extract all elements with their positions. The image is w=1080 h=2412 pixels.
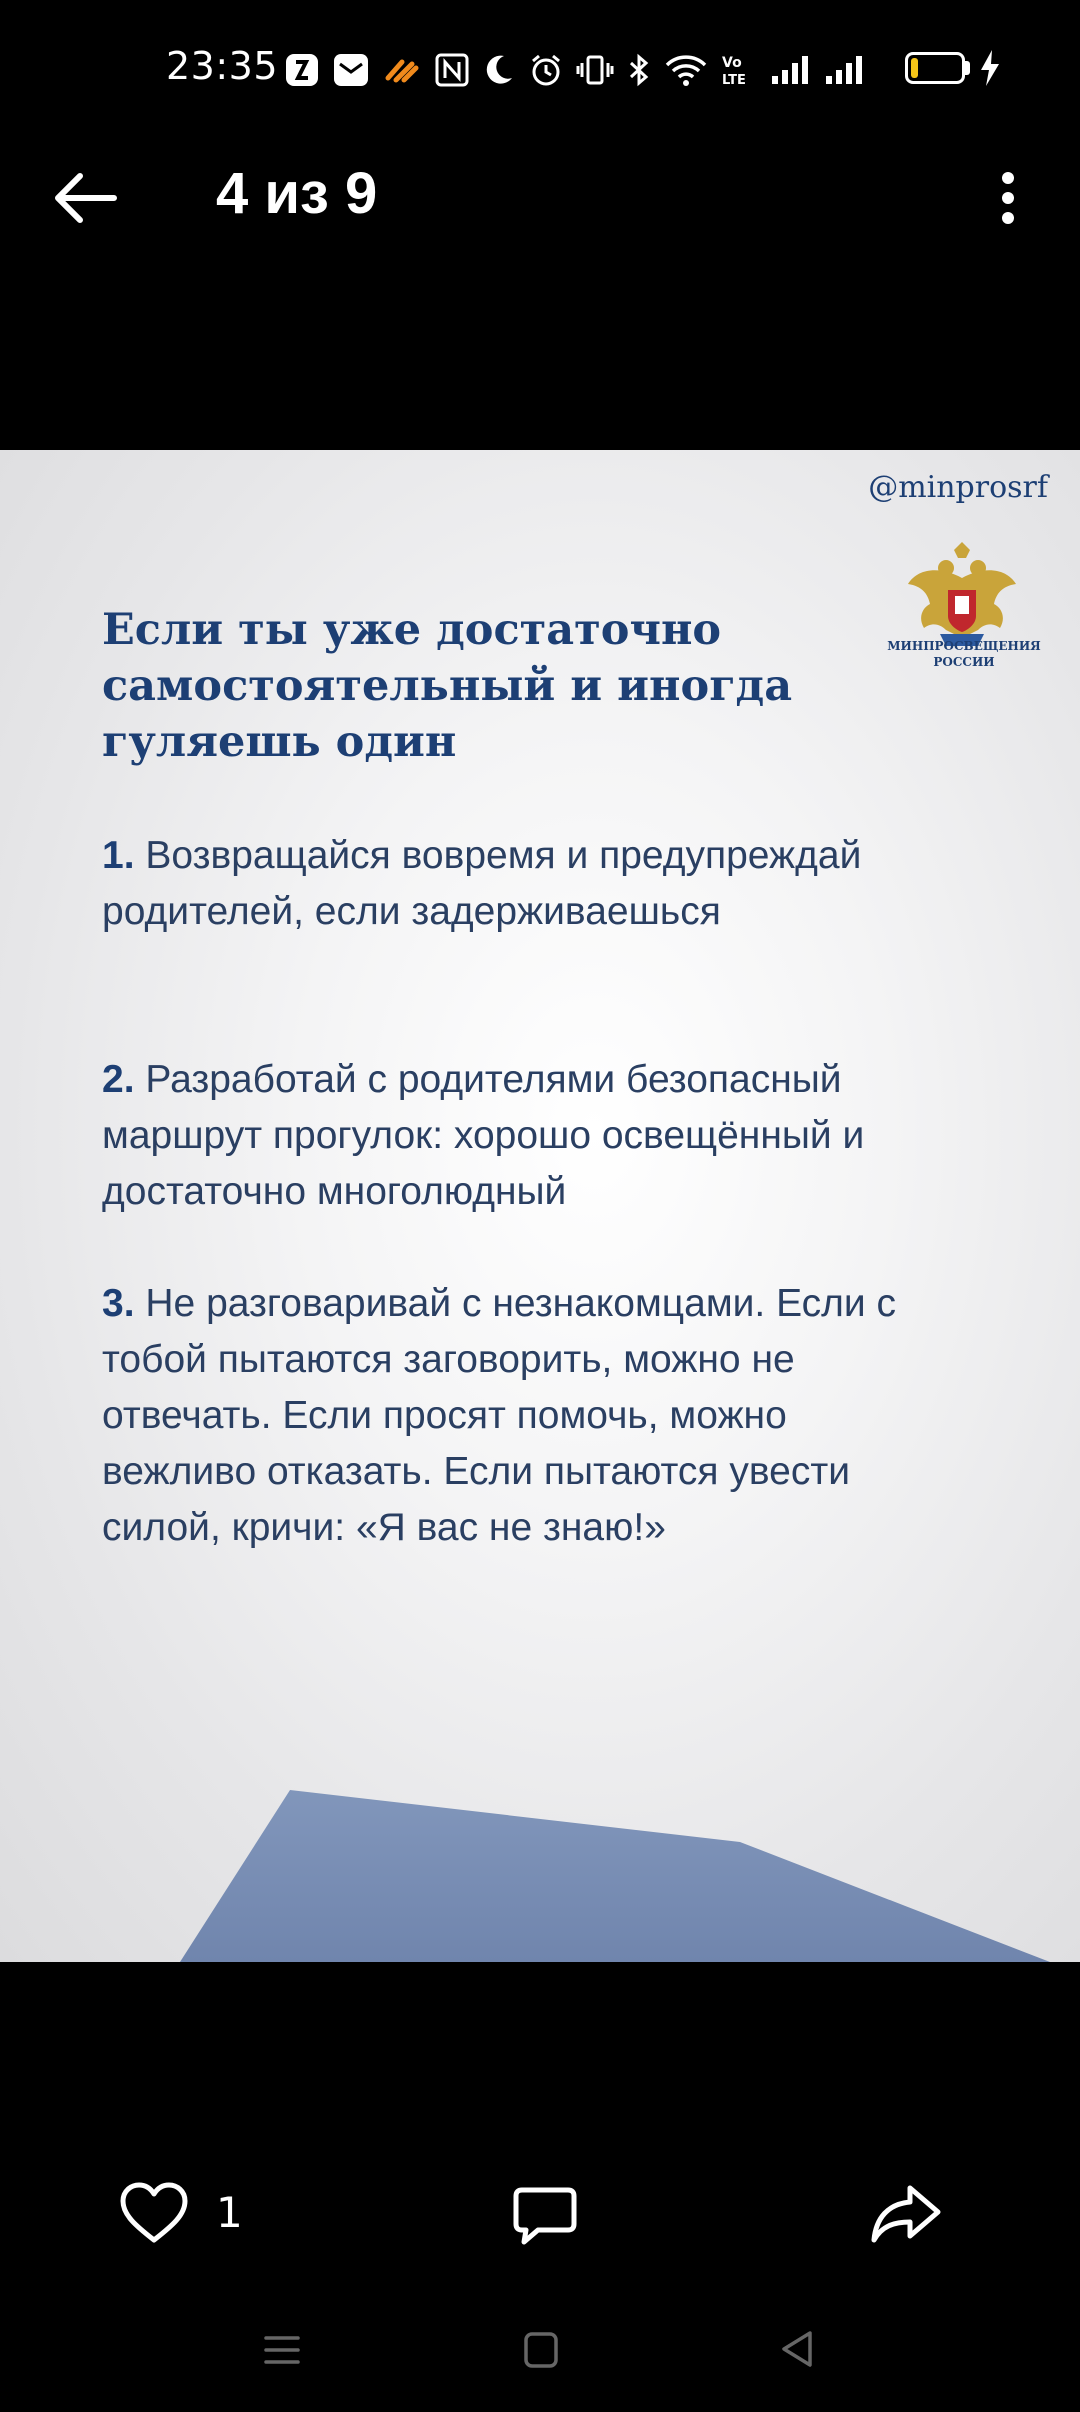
status-time: 23:35 <box>166 44 279 88</box>
share-icon[interactable] <box>870 2180 942 2246</box>
battery-tip <box>965 61 970 75</box>
charging-icon <box>978 48 1002 88</box>
volte-icon <box>720 52 758 88</box>
more-options-icon[interactable] <box>990 168 1026 228</box>
home-icon[interactable] <box>522 2330 560 2370</box>
post-image[interactable] <box>0 450 1080 1962</box>
battery-icon <box>905 52 965 84</box>
signal-icon <box>770 52 812 88</box>
svg-text:Vo: Vo <box>722 55 742 71</box>
decorative-shape <box>0 1650 1080 1962</box>
bluetooth-icon <box>626 52 652 88</box>
post-headline: Если ты уже достаточно самостоятельный и иногда гуляешь один <box>102 605 793 767</box>
ministry-name: МИНПРОСВЕЩЕНИЯ РОССИИ <box>887 639 1041 669</box>
item-text: Не разговаривай с незнакомцами. Если с тобой пытаются заговорить, можно не отвечать. Если просят помочь, можно вежливо отказать. Если пытаются увести силой, кричи: «Я вас не знаю!» <box>102 1282 897 1549</box>
like-count: 1 <box>216 2188 243 2237</box>
item-number: 2. <box>102 1058 135 1101</box>
item-number: 1. <box>102 834 135 877</box>
account-handle: @minprosrf <box>868 470 1048 505</box>
status-icons <box>284 48 866 92</box>
system-nav-bar <box>0 2300 1080 2412</box>
recent-apps-icon[interactable] <box>262 2330 302 2370</box>
top-app-bar <box>0 140 1080 250</box>
mail-icon <box>332 52 370 88</box>
list-item <box>102 1276 902 1556</box>
nfc-icon <box>434 52 470 88</box>
back-arrow-icon[interactable] <box>50 168 120 228</box>
status-bar <box>0 0 1080 140</box>
list-item <box>102 1052 902 1220</box>
back-triangle-icon[interactable] <box>778 2328 818 2370</box>
item-text: Разработай с родителями безопасный маршрут прогулок: хорошо освещённый и достаточно многолюдный <box>102 1058 865 1213</box>
wifi-icon <box>664 52 708 88</box>
item-text: Возвращайся вовремя и предупреждай родителей, если задерживаешься <box>102 834 862 933</box>
signal-icon <box>824 52 866 88</box>
orange-app-icon <box>382 52 422 88</box>
comment-icon[interactable] <box>510 2180 580 2250</box>
post-actions <box>0 2160 1080 2280</box>
app-icon <box>284 52 320 88</box>
list-item <box>102 828 952 940</box>
moon-icon <box>482 52 516 88</box>
svg-text:LTE: LTE <box>722 73 746 88</box>
alarm-icon <box>528 52 564 88</box>
item-number: 3. <box>102 1282 135 1325</box>
image-counter: 4 из 9 <box>216 161 378 226</box>
vibrate-icon <box>576 52 614 88</box>
heart-icon[interactable] <box>118 2180 190 2246</box>
